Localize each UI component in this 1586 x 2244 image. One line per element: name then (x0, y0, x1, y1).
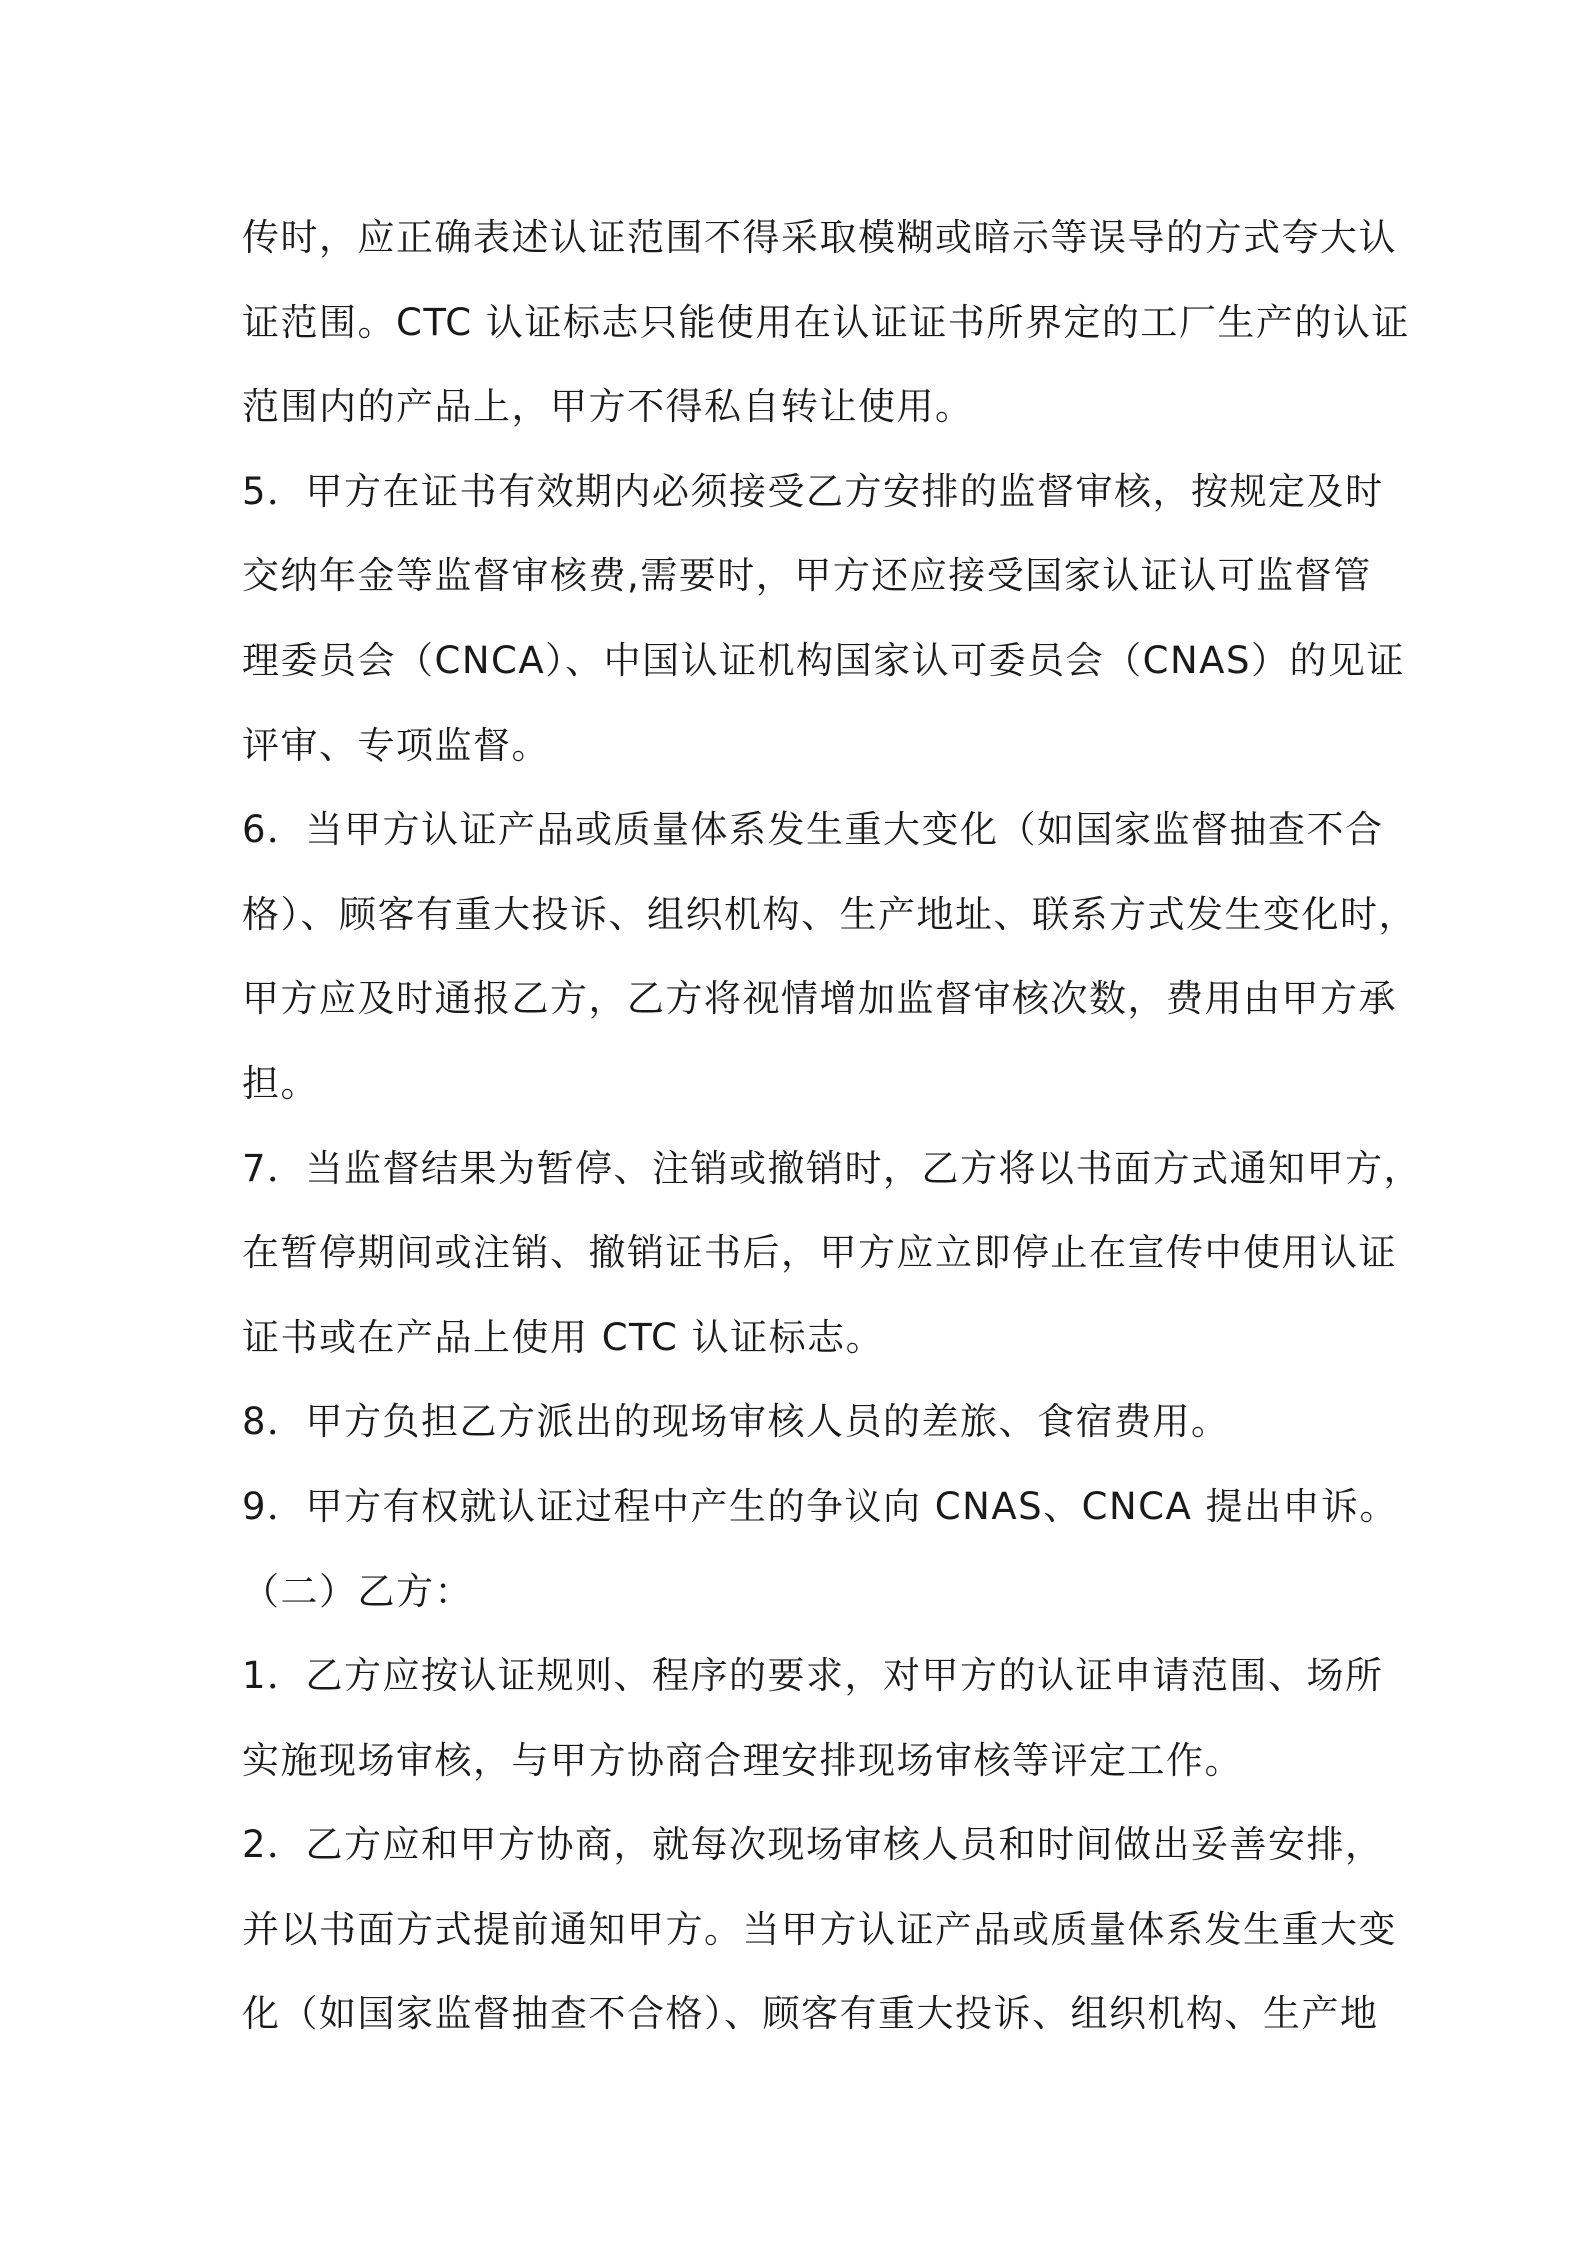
text-line: 实施现场审核，与甲方协商合理安排现场审核等评定工作。 (242, 1738, 1243, 1782)
text-line: 格）、顾客有重大投诉、组织机构、生产地址、联系方式发生变化时， (242, 892, 1417, 936)
clause-b1-line: 1．乙方应按认证规则、程序的要求，对甲方的认证申请范围、场所 (242, 1654, 1384, 1698)
text-line: 并以书面方式提前通知甲方。当甲方认证产品或质量体系发生重大变 (242, 1907, 1397, 1951)
document-body (242, 196, 1423, 2057)
text-line: 证书或在产品上使用 CTC 认证标志。 (242, 1315, 885, 1359)
text-line: 传时，应正确表述认证范围不得采取模糊或暗示等误导的方式夸大认 (242, 216, 1397, 259)
text-line: 化（如国家监督抽查不合格）、顾客有重大投诉、组织机构、生产地 (242, 1992, 1379, 2036)
clause-b2-line: 2．乙方应和甲方协商，就每次现场审核人员和时间做出妥善安排， (242, 1823, 1384, 1867)
clause-7-line: 7．当监督结果为暂停、注销或撤销时，乙方将以书面方式通知甲方， (242, 1146, 1423, 1190)
text-line: 担。 (242, 1061, 319, 1105)
text-line: 交纳年金等监督审核费,需要时，甲方还应接受国家认证认可监督管 (242, 554, 1372, 598)
clause-8-line: 8．甲方负担乙方派出的现场审核人员的差旅、食宿费用。 (242, 1400, 1230, 1444)
text-line: 评审、专项监督。 (242, 723, 550, 767)
clause-6-line: 6．当甲方认证产品或质量体系发生重大变化（如国家监督抽查不合 (242, 808, 1384, 852)
clause-9-line: 9．甲方有权就认证过程中产生的争议向 CNAS、CNCA 提出申诉。 (242, 1484, 1399, 1528)
text-line: 理委员会（CNCA）、中国认证机构国家认可委员会（CNAS）的见证 (242, 638, 1405, 682)
section-heading-party-b: （二）乙方： (242, 1569, 473, 1613)
text-line: 在暂停期间或注销、撤销证书后，甲方应立即停止在宣传中使用认证 (242, 1231, 1397, 1275)
text-line: 范围内的产品上，甲方不得私自转让使用。 (242, 385, 974, 429)
text-line: 甲方应及时通报乙方，乙方将视情增加监督审核次数，费用由甲方承 (242, 977, 1397, 1021)
clause-5-line: 5．甲方在证书有效期内必须接受乙方安排的监督审核，按规定及时 (242, 469, 1384, 513)
text-line: 证范围。CTC 认证标志只能使用在认证证书所界定的工厂生产的认证 (242, 300, 1410, 344)
